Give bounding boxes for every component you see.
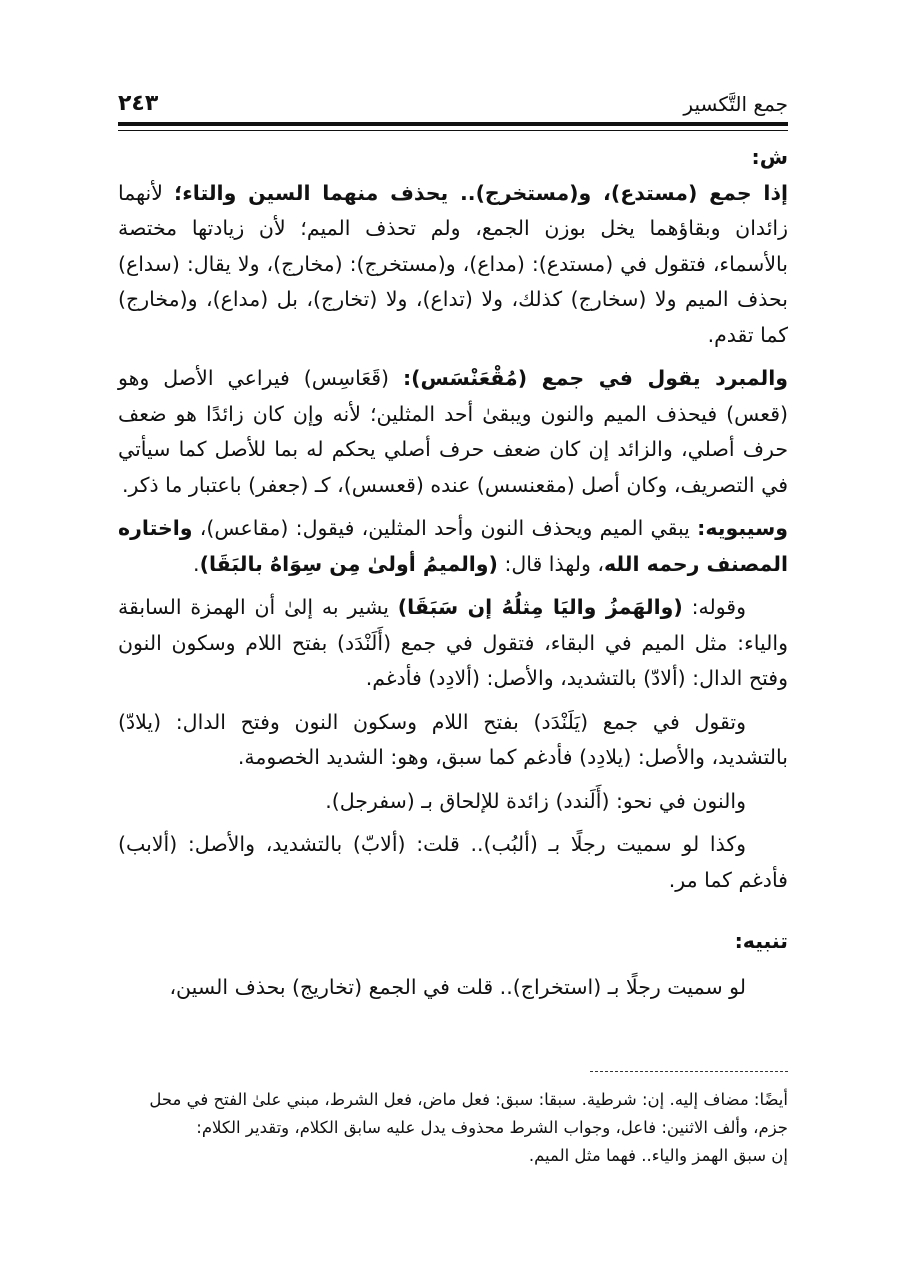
note-heading: تنبيه: <box>734 929 788 953</box>
paragraph-4-verse: (والهَمزُ واليَا مِثلُهُ إن سَبَقَا) <box>397 595 683 619</box>
page-number: ٢٤٣ <box>118 91 159 116</box>
paragraph-5: وتقول في جمع (يَلَنْدَد) بفتح اللام وسكون النون وفتح الدال: (يلادّ) بالتشديد، والأصل: (يلادِد) فأدغم كما سبق، وهو: الشديد الخصومة. <box>118 709 788 769</box>
paragraph-3-text-3: . <box>193 551 200 576</box>
paragraph-4-text-2: يشير به إلىٰ أن الهمزة السابقة والياء: مثل الميم في البقاء، فتقول في جمع (أَلَنْدَد) بفتح اللام وسكون النون وفتح الدال: (ألادّ) بالتشديد، والأصل: (ألادِد) فأدغم. <box>118 595 788 690</box>
paragraph-1-text: لأنهما زائدان وبقاؤهما يخل بوزن الجمع، ولم تحذف الميم؛ لأن زيادتها مختصة بالأسماء، فتقول في (مستدع): (مداع)، و(مستخرج): (مخارج)، ولا يقال: (سداع) بحذف الميم ولا (سخارج) كذلك، ولا (تداع)، ولا (تخارج)، بل (مداع)، و(مخارج) كما تقدم. <box>118 180 788 347</box>
paragraph-1-lead: إذا جمع (مستدع)، و(مستخرج).. يحذف منهما السين والتاء؛ <box>174 180 788 205</box>
paragraph-2-text: (قَعَاسِس) فيراعي الأصل وهو (قعس) فيحذف الميم والنون ويبقىٰ أحد المثلين؛ لأنه وإن كان زائدًا هو ضعف حرف أصلي، والزائد إن كان ضعف حرف أصلي يحكم له بما للأصل كما سيأتي في التصريف، وكان أصل (مقعنسس) عنده (قعسس)، كـ (جعفر) باعتبار ما ذكر. <box>118 366 788 497</box>
paragraph-1 <box>118 176 788 354</box>
paragraph-3-text-1: يبقي الميم ويحذف النون وأحد المثلين، فيقول: (مقاعس)، <box>192 516 698 540</box>
paragraph-3-emphasis: واختاره المصنف رحمه الله <box>118 516 788 576</box>
footnote-line-3: إن سبق الهمز والياء.. فهما مثل الميم. <box>528 1146 788 1165</box>
main-text <box>118 140 788 1013</box>
sh-label: ش: <box>751 145 788 169</box>
paragraph-3-text-2: ، ولهذا قال: <box>497 551 604 576</box>
paragraph-2 <box>118 361 788 503</box>
page-header <box>118 82 788 116</box>
paragraph-4 <box>118 590 788 697</box>
footnote-line-1: أيضًا: مضاف إليه. إن: شرطية. سبقا: سبق: فعل ماض، فعل الشرط، مبني علىٰ الفتح في محل <box>149 1090 788 1109</box>
paragraph-2-lead: والمبرد يقول في جمع (مُقْعَنْسَس): <box>402 366 788 390</box>
paragraph-3-lead: وسيبويه: <box>697 516 788 540</box>
footnote-line-2: جزم، وألف الاثنين: فاعل، وجواب الشرط محذوف يدل عليه سابق الكلام، وتقدير الكلام: <box>196 1118 788 1137</box>
paragraph-3-verse: (والميمُ أولىٰ مِن سِوَاهُ بالبَقَا) <box>199 551 498 576</box>
paragraph-8: لو سميت رجلًا بـ (استخراج).. قلت في الجمع (تخاريج) بحذف السين، <box>169 974 746 999</box>
footnote-separator <box>590 1071 788 1072</box>
running-title: جمع التَّكسير <box>683 92 788 116</box>
footnote <box>118 1086 788 1170</box>
paragraph-3 <box>118 511 788 582</box>
header-rule-thick <box>118 122 788 126</box>
paragraph-6: والنون في نحو: (أَلَندد) زائدة للإلحاق بـ (سفرجل). <box>325 788 746 813</box>
paragraph-7: وكذا لو سميت رجلًا بـ (ألبُب).. قلت: (ألابّ) بالتشديد، والأصل: (ألابب) فأدغم كما مر. <box>118 832 788 892</box>
header-rule-thin <box>118 130 788 131</box>
paragraph-4-text-1: وقوله: <box>682 595 746 619</box>
